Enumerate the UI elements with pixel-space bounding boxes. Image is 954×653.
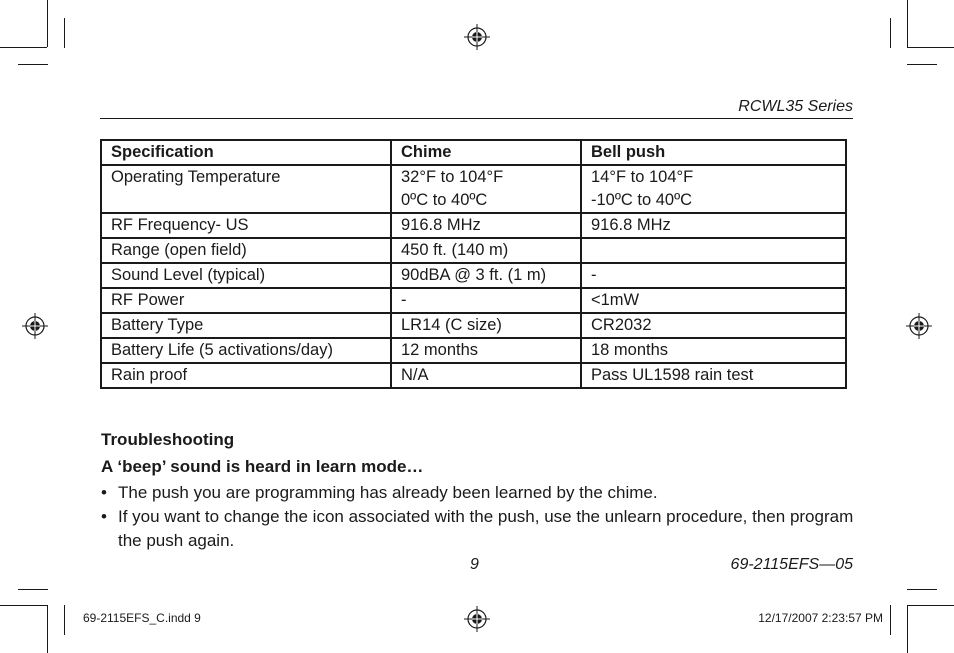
slug-filename: 69-2115EFS_C.indd 9 <box>83 611 201 625</box>
table-header-row <box>101 140 846 165</box>
spec-cell: Sound Level (typical) <box>101 263 391 288</box>
bell-push-cell <box>581 263 846 288</box>
crop-mark <box>64 605 65 635</box>
bell-push-cell <box>581 213 846 238</box>
cell-line: 18 months <box>591 341 669 359</box>
bullet-text: The push you are programming has already been learned by the chime. <box>118 483 658 502</box>
crop-mark <box>0 47 47 48</box>
crop-mark <box>18 64 48 65</box>
col-header-specification: Specification <box>101 140 391 165</box>
col-header-chime: Chime <box>391 140 581 165</box>
troubleshooting-heading: Troubleshooting <box>101 430 235 449</box>
bullet-icon: • <box>101 507 107 526</box>
table-row <box>101 263 846 288</box>
crop-mark <box>47 605 48 653</box>
cell-line: 916.8 MHz <box>401 216 481 234</box>
table-row <box>101 165 846 213</box>
spec-cell: Rain proof <box>101 363 391 388</box>
cell-line: 450 ft. (140 m) <box>401 241 509 259</box>
table-row <box>101 313 846 338</box>
cell-line: LR14 (C size) <box>401 316 502 334</box>
bullet-icon: • <box>101 483 107 502</box>
table-row <box>101 288 846 313</box>
bell-push-cell <box>581 165 846 213</box>
crop-mark <box>47 0 48 47</box>
spec-cell: Operating Temperature <box>101 165 391 213</box>
cell-line: - <box>591 266 597 284</box>
cell-line: N/A <box>401 366 429 384</box>
cell-line: 14°F to 104°F <box>591 168 694 186</box>
chime-cell <box>391 238 581 263</box>
cell-line: -10ºC to 40ºC <box>591 191 693 209</box>
registration-mark-icon <box>464 24 490 50</box>
chime-cell <box>391 213 581 238</box>
cell-line: 12 months <box>401 341 479 359</box>
cell-line: CR2032 <box>591 316 652 334</box>
crop-mark <box>64 18 65 48</box>
registration-mark-icon <box>906 313 932 339</box>
bullet-text: If you want to change the icon associated with the push, use the unlearn procedure, then program the push again. <box>118 507 854 550</box>
chime-cell <box>391 363 581 388</box>
chime-cell <box>391 165 581 213</box>
crop-mark <box>907 605 954 606</box>
spec-cell: Battery Type <box>101 313 391 338</box>
crop-mark <box>907 0 908 47</box>
bell-push-cell <box>581 338 846 363</box>
table-row <box>101 238 846 263</box>
table-row <box>101 363 846 388</box>
spec-cell: RF Frequency- US <box>101 213 391 238</box>
header-rule <box>100 118 853 119</box>
chime-cell <box>391 313 581 338</box>
chime-cell <box>391 288 581 313</box>
crop-mark <box>0 605 47 606</box>
col-header-bell-push: Bell push <box>581 140 846 165</box>
cell-line <box>591 239 836 262</box>
registration-mark-icon <box>22 313 48 339</box>
list-item <box>101 481 861 505</box>
chime-cell <box>391 263 581 288</box>
crop-mark <box>18 589 48 590</box>
spec-cell: Battery Life (5 activations/day) <box>101 338 391 363</box>
series-title: RCWL35 Series <box>738 98 853 115</box>
bell-push-cell <box>581 288 846 313</box>
table-row <box>101 338 846 363</box>
cell-line: - <box>401 291 407 309</box>
spec-cell: Range (open field) <box>101 238 391 263</box>
crop-mark <box>890 605 891 635</box>
crop-mark <box>907 47 954 48</box>
bell-push-cell <box>581 238 846 263</box>
crop-mark <box>907 64 937 65</box>
bell-push-cell <box>581 313 846 338</box>
bell-push-cell <box>581 363 846 388</box>
cell-line: 0ºC to 40ºC <box>401 191 488 209</box>
registration-mark-icon <box>464 606 490 632</box>
cell-line: 32°F to 104°F <box>401 168 504 186</box>
cell-line: <1mW <box>591 291 640 309</box>
chime-cell <box>391 338 581 363</box>
crop-mark <box>890 18 891 48</box>
page-number: 9 <box>470 556 479 573</box>
spec-cell: RF Power <box>101 288 391 313</box>
cell-line: 90dBA @ 3 ft. (1 m) <box>401 266 547 284</box>
list-item <box>101 505 861 553</box>
spec-table <box>100 139 847 389</box>
troubleshooting-subheading: A ‘beep’ sound is heard in learn mode… <box>101 457 424 476</box>
cell-line: 916.8 MHz <box>591 216 671 234</box>
document-number: 69-2115EFS—05 <box>730 556 853 573</box>
table-row <box>101 213 846 238</box>
crop-mark <box>907 605 908 653</box>
cell-line: Pass UL1598 rain test <box>591 366 754 384</box>
slug-timestamp: 12/17/2007 2:23:57 PM <box>758 611 883 625</box>
crop-mark <box>907 589 937 590</box>
